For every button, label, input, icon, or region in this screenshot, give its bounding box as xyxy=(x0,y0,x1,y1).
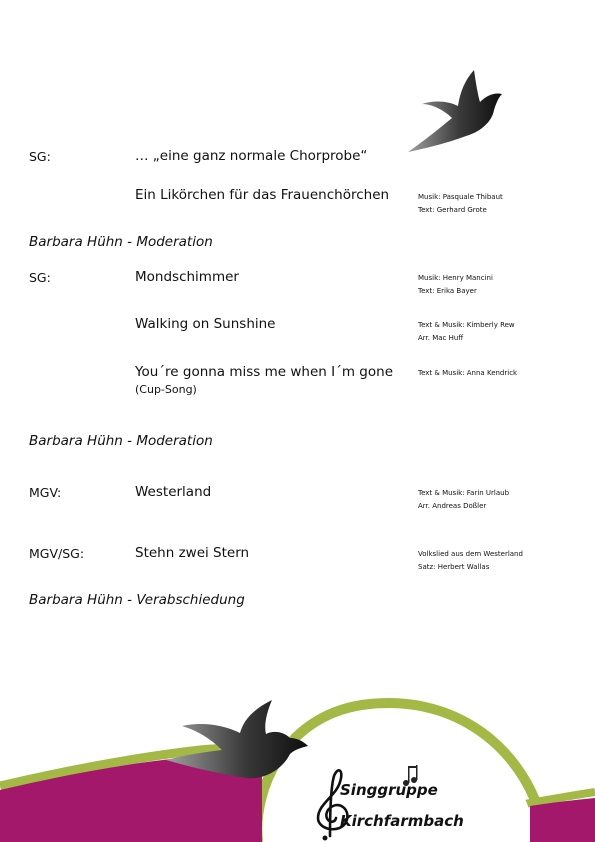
song-title: … „eine ganz normale Chorprobe“ xyxy=(135,148,368,164)
magenta-band-right xyxy=(530,798,595,842)
song-title: Stehn zwei Stern xyxy=(135,545,250,561)
song-title: You´re gonna miss me when I´m gone xyxy=(135,364,393,380)
moderation-line: Barbara Hühn - Verabschiedung xyxy=(29,592,245,608)
song-credits xyxy=(418,191,503,217)
credit-line: Text: Gerhard Grote xyxy=(418,206,487,214)
credit-line: Satz: Herbert Wallas xyxy=(418,563,490,571)
group-label: MGV: xyxy=(29,485,62,500)
song-credits xyxy=(418,548,523,574)
credit-line: Text: Erika Bayer xyxy=(418,287,477,295)
credit-line: Musik: Pasquale Thibaut xyxy=(418,193,503,201)
song-title: Ein Likörchen für das Frauenchörchen xyxy=(135,187,390,203)
song-credits xyxy=(418,319,515,345)
song-subtitle: (Cup-Song) xyxy=(135,383,197,396)
song-title: Mondschimmer xyxy=(135,269,239,285)
song-credits xyxy=(418,272,493,298)
credit-line: Arr. Mac Huff xyxy=(418,334,464,342)
logo-line1: Singgruppe xyxy=(340,781,438,799)
group-label: SG: xyxy=(29,149,51,164)
song-credits xyxy=(418,367,517,380)
group-label: SG: xyxy=(29,270,51,285)
song-title: Walking on Sunshine xyxy=(135,316,276,332)
credit-line: Text & Musik: Kimberly Rew xyxy=(418,321,515,329)
credit-line: Text & Musik: Farin Urlaub xyxy=(418,489,510,497)
bird-top-icon xyxy=(408,70,502,152)
credit-line: Text & Musik: Anna Kendrick xyxy=(418,369,518,377)
credit-line: Volkslied aus dem Westerland xyxy=(418,550,523,558)
moderation-line: Barbara Hühn - Moderation xyxy=(29,234,213,250)
song-credits xyxy=(418,487,509,513)
group-label: MGV/SG: xyxy=(29,546,85,561)
song-title: Westerland xyxy=(135,484,212,500)
logo-line2: Kirchfarmbach xyxy=(340,812,464,830)
credit-line: Musik: Henry Mancini xyxy=(418,274,493,282)
credit-line: Arr. Andreas Doßler xyxy=(418,502,487,510)
moderation-line: Barbara Hühn - Moderation xyxy=(29,433,213,449)
